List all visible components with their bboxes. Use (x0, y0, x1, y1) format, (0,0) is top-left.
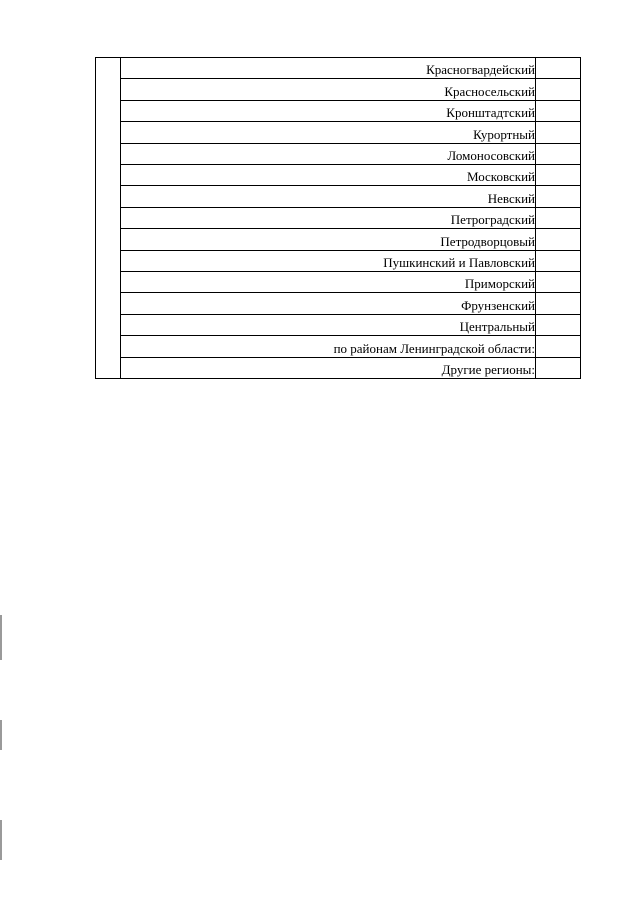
district-table (95, 57, 581, 379)
table-cell-value (536, 144, 580, 165)
table-row-label: Невский (121, 186, 535, 207)
table-row-label: Другие регионы: (441, 362, 535, 378)
table-cell-value (536, 272, 580, 293)
table-cell-value (536, 229, 580, 250)
table-row-label: Приморский (121, 272, 535, 293)
table-cell-value (536, 315, 580, 336)
table-row-label: Красносельский (121, 79, 535, 100)
table-cell-value (536, 186, 580, 207)
table-cell-value (536, 208, 580, 229)
table-row-label: Центральный (121, 315, 535, 336)
table-row-label: Курортный (121, 122, 535, 143)
table-cell-value (536, 101, 580, 122)
table-row-label: Петроградский (121, 208, 535, 229)
table-row-label: Пушкинский и Павловский (121, 251, 535, 272)
table-row-label: Петродворцовый (121, 229, 535, 250)
table-cell-value (536, 336, 580, 357)
table-row-label: Московский (121, 165, 535, 186)
number-column (96, 58, 121, 378)
scan-edge-mark (0, 820, 2, 860)
table-cell-value (536, 165, 580, 186)
table-row-label: Красногвардейский (121, 58, 535, 79)
table-cell-value (536, 58, 580, 79)
table-cell-value (536, 251, 580, 272)
table-row-label: Фрунзенский (121, 293, 535, 314)
scan-edge-mark (0, 720, 2, 750)
table-cell-value (536, 79, 580, 100)
table-cell-value (536, 122, 580, 143)
table-cell-value (536, 358, 580, 378)
scan-edge-mark (0, 615, 2, 660)
table-cell-value (536, 293, 580, 314)
table-row-label: по районам Ленинградской области: (121, 336, 535, 357)
table-row-label: Ломоносовский (121, 144, 535, 165)
values-column (536, 58, 580, 378)
table-row-label: Кронштадтский (121, 101, 535, 122)
district-names-column (121, 58, 536, 378)
